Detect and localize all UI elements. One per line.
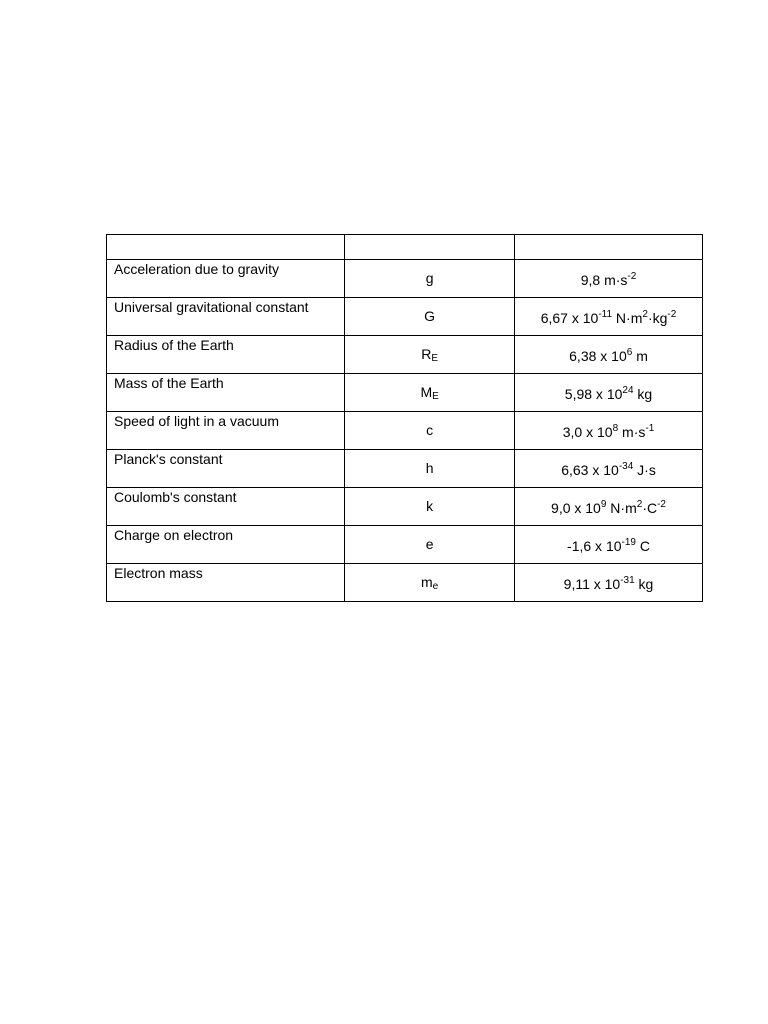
constant-name-cell: Radius of the Earth bbox=[107, 336, 345, 374]
value-text: N·m bbox=[612, 309, 643, 326]
value-exponent: 2 bbox=[642, 308, 648, 320]
header-cell-value bbox=[515, 235, 703, 260]
constant-value-cell bbox=[515, 450, 703, 488]
constant-symbol-cell bbox=[345, 450, 515, 488]
constant-symbol-subscript: e bbox=[432, 581, 439, 592]
value-exponent: -34 bbox=[618, 460, 634, 472]
value-text: m bbox=[632, 347, 648, 364]
constant-symbol-cell bbox=[345, 488, 515, 526]
value-exponent: -2 bbox=[667, 308, 677, 320]
value-text: N·m bbox=[606, 499, 637, 516]
value-exponent: 8 bbox=[612, 422, 619, 434]
value-text: J·s bbox=[633, 461, 656, 478]
table-row bbox=[107, 412, 703, 450]
constant-value-cell bbox=[515, 298, 703, 336]
constant-value-cell bbox=[515, 564, 703, 602]
constant-name-cell: Planck's constant bbox=[107, 450, 345, 488]
constant-name-cell: Electron mass bbox=[107, 564, 345, 602]
value-text: 5,98 x 10 bbox=[564, 385, 623, 402]
value-text: kg bbox=[633, 385, 653, 402]
constant-symbol-cell bbox=[345, 374, 515, 412]
constant-symbol-cell bbox=[345, 336, 515, 374]
constant-value-cell bbox=[515, 260, 703, 298]
constant-symbol-cell bbox=[345, 412, 515, 450]
table-row bbox=[107, 298, 703, 336]
constant-symbol: h bbox=[425, 460, 434, 476]
constant-symbol-cell bbox=[345, 564, 515, 602]
value-exponent: 24 bbox=[622, 384, 634, 396]
constant-symbol: k bbox=[426, 498, 434, 514]
value-exponent: -2 bbox=[657, 498, 666, 510]
constant-value-cell bbox=[515, 374, 703, 412]
table-row bbox=[107, 336, 703, 374]
table-row bbox=[107, 260, 703, 298]
value-exponent: 9 bbox=[600, 498, 607, 510]
value-exponent: 2 bbox=[636, 498, 643, 510]
constant-value-cell bbox=[515, 412, 703, 450]
value-text: 6,63 x 10 bbox=[561, 461, 619, 478]
constant-symbol-subscript: E bbox=[432, 391, 439, 402]
constant-symbol: G bbox=[424, 308, 436, 324]
physical-constants-table bbox=[106, 234, 703, 602]
constant-name-cell: Mass of the Earth bbox=[107, 374, 345, 412]
constant-name-cell: Coulomb's constant bbox=[107, 488, 345, 526]
table-row bbox=[107, 488, 703, 526]
value-exponent: -19 bbox=[621, 536, 636, 548]
value-text: C bbox=[635, 537, 650, 554]
table-row bbox=[107, 450, 703, 488]
value-text: m·s bbox=[618, 423, 646, 440]
constant-symbol: m bbox=[420, 574, 433, 590]
constant-symbol-cell bbox=[345, 298, 515, 336]
constant-value-cell bbox=[515, 526, 703, 564]
value-text: ·kg bbox=[647, 309, 668, 326]
constant-name-cell: Universal gravitational constant bbox=[107, 298, 345, 336]
constant-value-cell bbox=[515, 488, 703, 526]
table-body bbox=[107, 235, 703, 602]
constant-name-cell: Charge on electron bbox=[107, 526, 345, 564]
constant-symbol: g bbox=[425, 270, 434, 286]
value-text: 9,0 x 10 bbox=[551, 499, 601, 516]
constant-name-cell: Acceleration due to gravity bbox=[107, 260, 345, 298]
constant-symbol-cell bbox=[345, 260, 515, 298]
value-exponent: -2 bbox=[627, 270, 637, 282]
value-exponent: -1 bbox=[645, 422, 655, 434]
header-cell-symbol bbox=[345, 235, 515, 260]
value-text: 3,0 x 10 bbox=[562, 423, 613, 440]
value-exponent: 6 bbox=[626, 346, 633, 358]
value-exponent: -11 bbox=[598, 308, 613, 320]
constant-value-cell bbox=[515, 336, 703, 374]
value-text: kg bbox=[634, 575, 654, 592]
constant-symbol: e bbox=[425, 536, 434, 552]
constant-symbol: R bbox=[421, 346, 432, 362]
table-row bbox=[107, 374, 703, 412]
value-text: ·C bbox=[642, 499, 658, 516]
value-text: 9,8 m·s bbox=[580, 271, 628, 288]
value-text: 6,67 x 10 bbox=[540, 309, 599, 326]
constant-symbol-subscript: E bbox=[431, 353, 438, 364]
value-exponent: -31 bbox=[620, 574, 635, 586]
constant-symbol-cell bbox=[345, 526, 515, 564]
value-text: 6,38 x 10 bbox=[569, 347, 627, 364]
table-header-row bbox=[107, 235, 703, 260]
constant-symbol: M bbox=[420, 384, 433, 400]
table-row bbox=[107, 564, 703, 602]
constant-symbol: c bbox=[426, 422, 434, 438]
constant-name-cell: Speed of light in a vacuum bbox=[107, 412, 345, 450]
value-text: -1,6 x 10 bbox=[567, 537, 622, 554]
value-text: 9,11 x 10 bbox=[563, 575, 621, 592]
table-row bbox=[107, 526, 703, 564]
header-cell-name bbox=[107, 235, 345, 260]
